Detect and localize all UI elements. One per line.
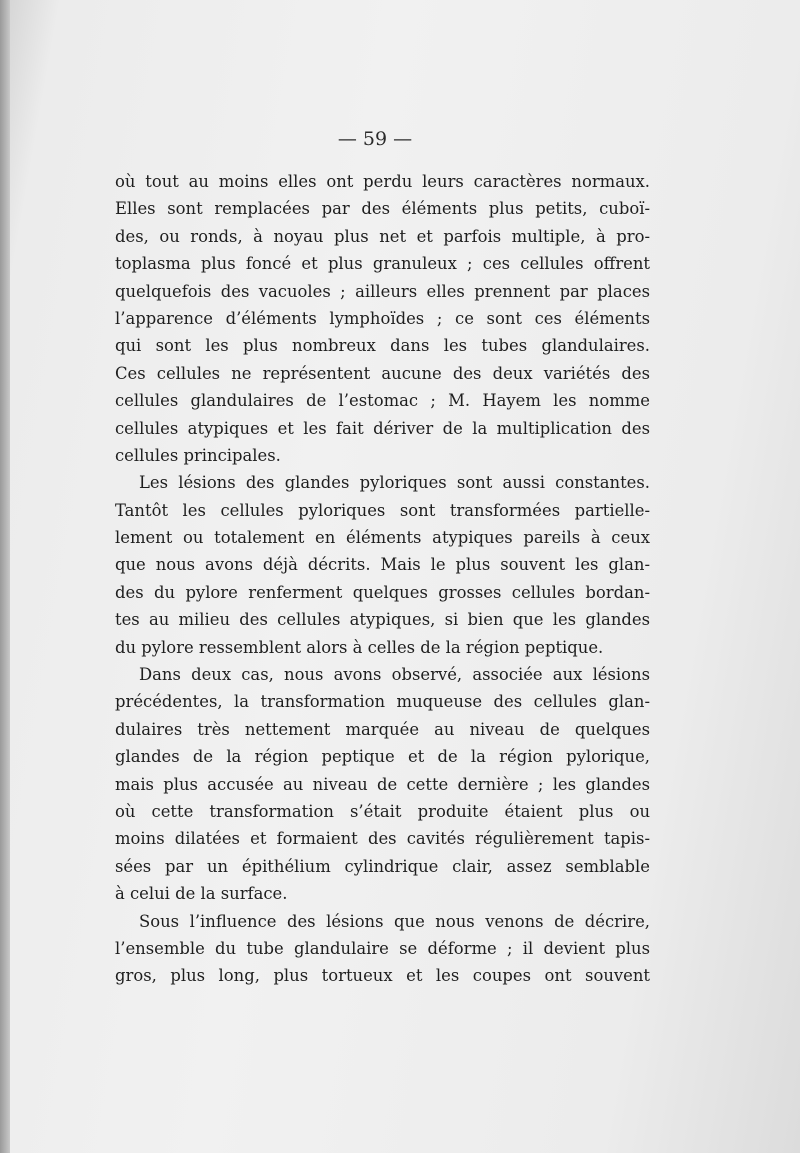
body-text — [115, 168, 650, 990]
text-line: Sous l’influence des lésions que nous venons de décrire, — [139, 911, 650, 931]
text-line: que nous avons déjà décrits. Mais le plus souvent les glan- — [115, 555, 650, 575]
text-line: lement ou totalement en éléments atypiques pareils à ceux — [115, 528, 650, 548]
text-line: qui sont les plus nombreux dans les tubes glandulaires. — [115, 336, 650, 356]
text-line: l’ensemble du tube glandulaire se déforme ; il devient plus — [115, 938, 650, 958]
text-line: sées par un épithélium cylindrique clair, assez semblable — [115, 856, 650, 876]
paragraph — [115, 661, 650, 908]
text-line: moins dilatées et formaient des cavités régulièrement tapis- — [115, 829, 650, 849]
text-line: l’apparence d’éléments lymphoïdes ; ce sont ces éléments — [115, 308, 650, 328]
text-line: dulaires très nettement marquée au niveau de quelques — [115, 719, 650, 739]
text-line: où tout au moins elles ont perdu leurs caractères normaux. — [115, 172, 650, 191]
page-edge-shadow — [0, 0, 10, 1153]
paragraph — [115, 168, 650, 469]
text-line: à celui de la surface. — [115, 884, 288, 904]
text-line: glandes de la région peptique et de la région pylorique, — [115, 747, 650, 767]
text-line: cellules principales. — [115, 445, 281, 465]
text-line: Elles sont remplacées par des éléments plus petits, cuboï- — [115, 199, 650, 219]
text-line: des, ou ronds, à noyau plus net et parfois multiple, à pro- — [115, 226, 650, 246]
paragraph — [115, 908, 650, 990]
text-line: Dans deux cas, nous avons observé, associée aux lésions — [139, 665, 650, 685]
text-line: tes au milieu des cellules atypiques, si bien que les glandes — [115, 610, 650, 630]
text-line: quelquefois des vacuoles ; ailleurs elles prennent par places — [115, 281, 650, 301]
text-line: des du pylore renferment quelques grosses cellules bordan- — [115, 582, 650, 602]
text-line: Tantôt les cellules pyloriques sont transformées partielle- — [115, 500, 650, 520]
text-line: Les lésions des glandes pyloriques sont aussi constantes. — [139, 473, 650, 493]
text-line: gros, plus long, plus tortueux et les coupes ont souvent — [115, 966, 650, 986]
text-line: précédentes, la transformation muqueuse des cellules glan- — [115, 692, 650, 712]
text-line: cellules atypiques et les fait dériver de la multiplication des — [115, 418, 650, 438]
text-line: cellules glandulaires de l’estomac ; M. Hayem les nomme — [115, 391, 650, 411]
paragraph — [115, 469, 650, 661]
text-line: où cette transformation s’était produite étaient plus ou — [115, 801, 650, 821]
text-line: Ces cellules ne représentent aucune des deux variétés des — [115, 363, 650, 383]
text-line: du pylore ressemblent alors à celles de la région peptique. — [115, 637, 604, 657]
text-line: mais plus accusée au niveau de cette dernière ; les glandes — [115, 774, 650, 794]
page-number: — 59 — — [337, 128, 413, 150]
text-line: toplasma plus foncé et plus granuleux ; ces cellules offrent — [115, 254, 650, 274]
